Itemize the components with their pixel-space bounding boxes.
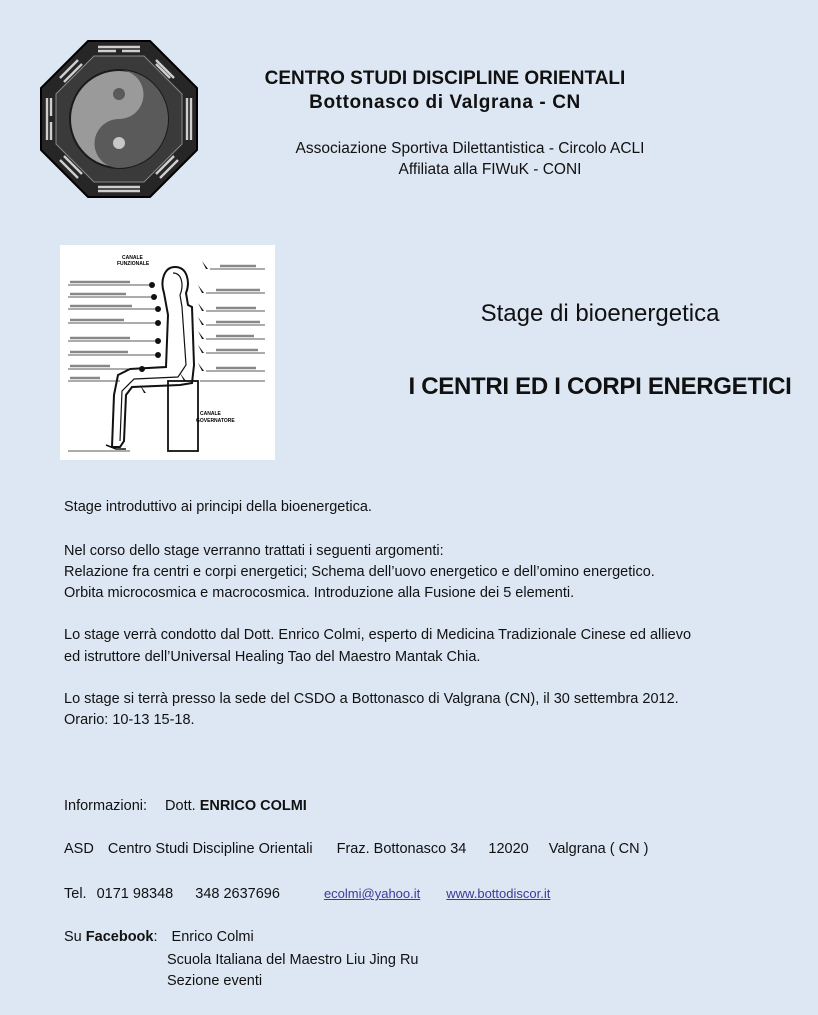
facebook-item-1: Enrico Colmi xyxy=(171,929,254,945)
intro-paragraph: Stage introduttivo ai principi della bioenergetica. xyxy=(64,499,372,515)
venue-line: Lo stage si terrà presso la sede del CSDO a Bottonasco di Valgrana (CN), il 30 settembra 2012. xyxy=(64,691,679,707)
facebook-row xyxy=(64,927,254,948)
info-name: ENRICO COLMI xyxy=(199,798,307,814)
association-line-2: Affiliata alla FIWuK - CONI xyxy=(398,161,582,178)
website-link[interactable]: www.bottodiscor.it xyxy=(446,886,551,901)
info-title: Dott. xyxy=(165,798,196,814)
postal-code: 12020 xyxy=(488,841,529,857)
diagram-label-top-1: CANALE xyxy=(122,255,143,261)
email-link[interactable]: ecolmi@yahoo.it xyxy=(323,886,421,901)
organization-place: Bottonasco di Valgrana - CN xyxy=(309,92,581,113)
stage-type: Stage di bioenergetica xyxy=(480,300,720,327)
facebook-label: Facebook xyxy=(85,929,154,945)
association-line-1: Associazione Sportiva Dilettantistica - Circolo ACLI xyxy=(295,140,645,157)
diagram-label-bottom-2: GOVERNATORE xyxy=(196,418,235,424)
diagram-label-top-2: FUNZIONALE xyxy=(117,261,150,267)
phone-1: 0171 98348 xyxy=(96,886,174,902)
topics-line-2: Orbita microcosmica e macrocosmica. Introduzione alla Fusione dei 5 elementi. xyxy=(64,585,575,601)
teacher-line-2: ed istruttore dell’Universal Healing Tao del Maestro Mantak Chia. xyxy=(64,649,481,665)
organization-name: CENTRO STUDI DISCIPLINE ORIENTALI xyxy=(264,68,626,89)
asd-label: ASD xyxy=(64,841,94,857)
info-label: Informazioni: xyxy=(64,798,148,814)
facebook-item-3: Sezione eventi xyxy=(167,973,263,989)
city: Valgrana ( CN ) xyxy=(548,841,649,857)
hours-line: Orario: 10-13 15-18. xyxy=(64,712,195,728)
info-row xyxy=(64,796,307,817)
topics-lead: Nel corso dello stage verranno trattati i seguenti argomenti: xyxy=(64,543,444,559)
phone-2: 348 2637696 xyxy=(195,886,280,902)
tel-label: Tel. xyxy=(64,886,87,902)
stage-title: I CENTRI ED I CORPI ENERGETICI xyxy=(408,373,792,400)
energy-centers-diagram xyxy=(60,245,275,460)
tel-row xyxy=(64,883,550,905)
asd-name: Centro Studi Discipline Orientali xyxy=(107,841,313,857)
facebook-prefix: Su xyxy=(64,929,82,945)
facebook-item-2: Scuola Italiana del Maestro Liu Jing Ru xyxy=(167,952,419,968)
diagram-label-bottom-1: CANALE xyxy=(200,411,221,417)
bagua-logo xyxy=(38,38,200,200)
address: Fraz. Bottonasco 34 xyxy=(336,841,467,857)
facebook-colon: : xyxy=(153,929,158,945)
topics-line-1: Relazione fra centri e corpi energetici; Schema dell’uovo energetico e dell’omino energetico. xyxy=(64,564,655,580)
asd-row xyxy=(64,839,648,860)
teacher-line-1: Lo stage verrà condotto dal Dott. Enrico Colmi, esperto di Medicina Tradizionale Cinese ed allievo xyxy=(64,627,692,643)
